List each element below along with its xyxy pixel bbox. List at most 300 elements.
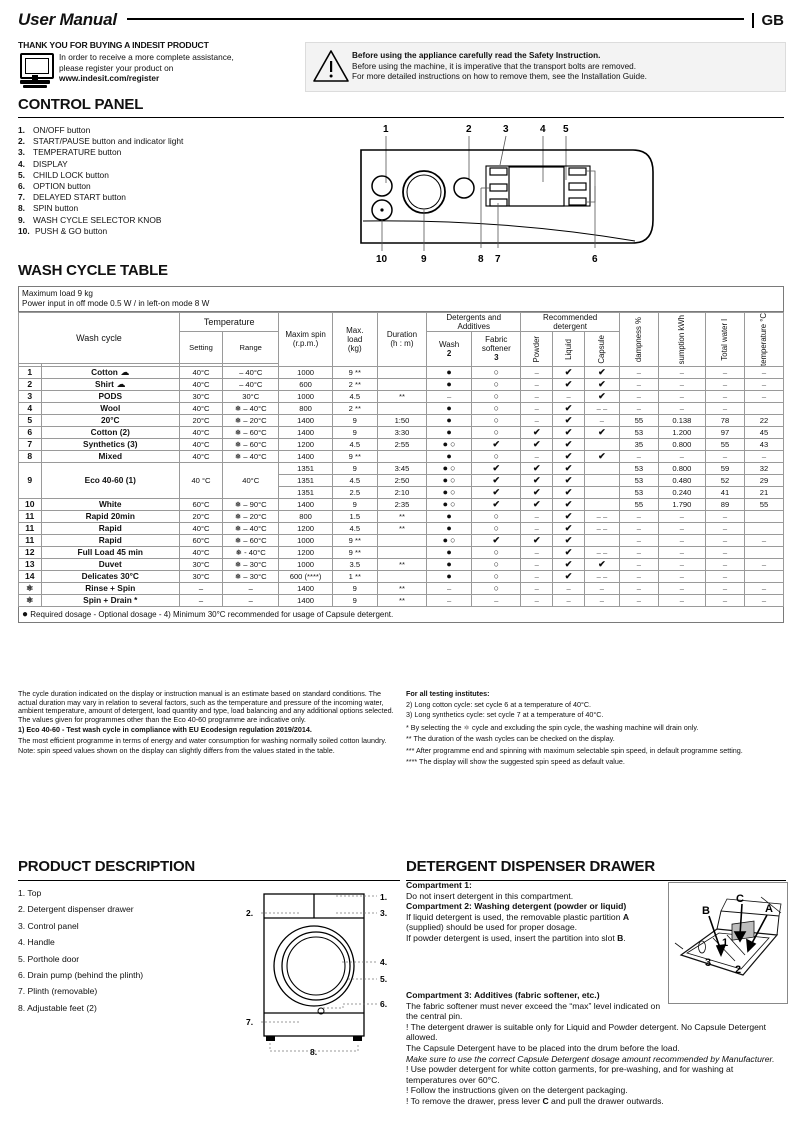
cycle-setting: 40°C bbox=[179, 438, 222, 450]
legend-text: Required dosage - Optional dosage - 4) Minimum 30°C recommended for usage of Capsule detergent. bbox=[30, 609, 394, 619]
cycle-name: Eco 40-60 (1) bbox=[41, 462, 179, 498]
max-load-info: Maximum load 9 kg bbox=[22, 289, 93, 298]
compartment-1-title: Compartment 1: bbox=[406, 880, 472, 890]
dash-mark: – bbox=[722, 547, 728, 557]
dash-mark: – bbox=[566, 595, 571, 605]
check-icon: ✔ bbox=[598, 558, 606, 569]
dash-mark: – bbox=[722, 391, 728, 401]
drawer-label-C: C bbox=[736, 893, 744, 905]
cycle-softener-dosage bbox=[472, 438, 521, 450]
open-circle-icon: ○ bbox=[493, 427, 499, 438]
cycle-max-spin: 1400 bbox=[279, 450, 332, 462]
dash-mark: – bbox=[679, 391, 684, 401]
cycle-softener-dosage bbox=[472, 390, 521, 402]
locale-badge: GB bbox=[752, 13, 785, 28]
cycle-max-spin: 1200 bbox=[279, 546, 332, 558]
cycle-energy bbox=[658, 558, 705, 570]
cycle-water: 59 bbox=[705, 462, 744, 474]
callout-9: 9 bbox=[421, 254, 427, 265]
cycle-water: 41 bbox=[705, 486, 744, 498]
cycle-laundry-temp: 43 bbox=[744, 438, 783, 450]
cycle-water bbox=[705, 402, 744, 414]
cycle-powder bbox=[521, 462, 553, 474]
dash-mark: – bbox=[534, 367, 539, 377]
dash-mark: – bbox=[722, 379, 728, 389]
filled-dot-icon: ● bbox=[22, 608, 29, 620]
cycle-energy bbox=[658, 450, 705, 462]
cycle-setting: 40°C bbox=[179, 366, 222, 378]
dash-mark: – bbox=[679, 379, 684, 389]
wash-cycle-table-wrap bbox=[18, 286, 784, 623]
open-circle-icon: ○ bbox=[493, 367, 499, 378]
filled-dot-icon: ● bbox=[446, 511, 452, 522]
cycle-residual-dampness bbox=[619, 366, 658, 378]
table-row bbox=[19, 426, 784, 438]
cycle-name: Delicates 30°C bbox=[41, 570, 179, 582]
cycle-liquid bbox=[553, 546, 585, 558]
cycle-laundry-temp bbox=[744, 378, 783, 390]
cycle-name: Rapid bbox=[41, 534, 179, 546]
cycle-number: 9 bbox=[19, 462, 42, 498]
cycle-water bbox=[705, 582, 744, 594]
check-icon: ✔ bbox=[564, 462, 573, 473]
drawer-label-1: 1 bbox=[722, 937, 729, 949]
cycle-laundry-temp: 45 bbox=[744, 426, 783, 438]
cycle-duration: 2:35 bbox=[377, 498, 426, 510]
cycle-powder bbox=[521, 546, 553, 558]
check-icon: ✔ bbox=[533, 438, 541, 449]
cycle-name: PODS bbox=[41, 390, 179, 402]
cycle-powder bbox=[521, 582, 553, 594]
cycle-setting: 30°C bbox=[179, 570, 222, 582]
machine-callout-2: 2. bbox=[246, 908, 254, 918]
check-icon: ✔ bbox=[564, 414, 573, 425]
cycle-range: ❅ – 20°C bbox=[223, 510, 279, 522]
dash-mark: – bbox=[722, 535, 728, 545]
th-max-spin: Maxim spin (r.p.m.) bbox=[279, 313, 332, 367]
cycle-softener-dosage bbox=[472, 510, 521, 522]
dash-mark: – bbox=[566, 583, 571, 593]
cycle-softener-dosage bbox=[472, 450, 521, 462]
th-laundry-temperature: temperature °C bbox=[744, 313, 783, 367]
cycle-liquid bbox=[553, 510, 585, 522]
cycle-softener-dosage bbox=[472, 486, 521, 498]
cycle-duration: ** bbox=[377, 510, 426, 522]
dash-mark: – bbox=[679, 547, 684, 557]
cycle-residual-dampness bbox=[619, 510, 658, 522]
cycle-capsule bbox=[584, 546, 619, 558]
cycle-duration bbox=[377, 534, 426, 546]
callout-10: 10 bbox=[376, 254, 388, 265]
dash-mark: – bbox=[761, 391, 767, 401]
cycle-laundry-temp bbox=[744, 390, 783, 402]
check-icon: ✔ bbox=[533, 534, 541, 545]
cycle-liquid bbox=[553, 438, 585, 450]
cycle-powder bbox=[521, 414, 553, 426]
cycle-setting: 30°C bbox=[179, 390, 222, 402]
cp-item-6: 6. OPTION button bbox=[18, 181, 91, 192]
dash-mark: – bbox=[679, 559, 684, 569]
dash-mark: – bbox=[447, 391, 452, 401]
cycle-wash-dosage bbox=[427, 486, 472, 498]
cycle-range: ❅ – 20°C bbox=[223, 414, 279, 426]
th-max-load: Max. load (kg) bbox=[332, 313, 377, 367]
cycle-capsule bbox=[584, 474, 619, 486]
dash-mark: – bbox=[534, 403, 539, 413]
cycle-max-load: 4.5 bbox=[332, 390, 377, 402]
dash-mark: – bbox=[679, 403, 684, 413]
dash-mark: – bbox=[761, 595, 767, 605]
cycle-laundry-temp: 32 bbox=[744, 462, 783, 474]
cycle-setting: 60°C bbox=[179, 534, 222, 546]
cycle-water bbox=[705, 558, 744, 570]
cycle-liquid bbox=[553, 366, 585, 378]
dash-mark: – bbox=[722, 451, 728, 461]
cycle-wash-dosage bbox=[427, 426, 472, 438]
cycle-max-load: 9 bbox=[332, 498, 377, 510]
cycle-setting: 20°C bbox=[179, 510, 222, 522]
open-circle-icon: ○ bbox=[450, 475, 456, 486]
cycle-residual-dampness bbox=[619, 390, 658, 402]
cycle-name: Mixed bbox=[41, 450, 179, 462]
machine-callout-4: 4. bbox=[380, 957, 388, 967]
cycle-capsule bbox=[584, 570, 619, 582]
cycle-softener-dosage bbox=[472, 570, 521, 582]
cycle-range: ❅ – 90°C bbox=[223, 498, 279, 510]
cycle-residual-dampness bbox=[619, 546, 658, 558]
cycle-range: ❅ – 60°C bbox=[223, 426, 279, 438]
cycle-capsule bbox=[584, 366, 619, 378]
dash-mark: – bbox=[761, 583, 767, 593]
cycle-residual-dampness: 53 bbox=[619, 486, 658, 498]
check-icon: ✔ bbox=[564, 522, 573, 533]
th-recommended-detergent: Recommended detergent bbox=[521, 313, 619, 332]
cycle-wash-dosage bbox=[427, 378, 472, 390]
cycle-max-spin: 1400 bbox=[279, 594, 332, 606]
compartment-3-text: The fabric softener must never exceed the “max” level indicated on the central pin. bbox=[406, 1000, 661, 1022]
cycle-max-spin: 800 bbox=[279, 510, 332, 522]
th-range: Range bbox=[223, 332, 279, 364]
cycle-max-spin: 1200 bbox=[279, 438, 332, 450]
cycle-max-load: 2 ** bbox=[332, 402, 377, 414]
dash-mark: – – bbox=[596, 403, 608, 413]
section-title-control-panel: CONTROL PANEL bbox=[18, 96, 144, 113]
check-icon: ✔ bbox=[564, 366, 573, 377]
cycle-range: – 40°C bbox=[223, 366, 279, 378]
note-efficient: The most efficient programme in terms of energy and water consumption for washing normally soiled cotton laundry. bbox=[18, 735, 387, 745]
dash-mark: – bbox=[447, 583, 452, 593]
callout-7: 7 bbox=[495, 254, 501, 265]
cycle-capsule bbox=[584, 522, 619, 534]
note-long-cotton: 2) Long cotton cycle: set cycle 6 at a temperature of 40°C. bbox=[406, 699, 592, 709]
cycle-max-load: 9 bbox=[332, 426, 377, 438]
cycle-range: – 40°C bbox=[223, 378, 279, 390]
table-row bbox=[19, 546, 784, 558]
dash-mark: – bbox=[679, 511, 684, 521]
cycle-max-spin: 1351 bbox=[279, 474, 332, 486]
cycle-max-load: 9 bbox=[332, 462, 377, 474]
control-panel-underline bbox=[18, 117, 784, 118]
cycle-water bbox=[705, 594, 744, 606]
detergent-bullet-4: ! Use powder detergent for white cotton garments, for pre-washing, and for washing at temperatures over 60°C. bbox=[406, 1064, 734, 1085]
cycle-wash-dosage bbox=[427, 462, 472, 474]
drawer-label-2: 2 bbox=[735, 964, 742, 976]
cycle-max-load: 9 bbox=[332, 594, 377, 606]
open-circle-icon: ○ bbox=[493, 547, 499, 558]
cycle-powder bbox=[521, 474, 553, 486]
cycle-wash-dosage bbox=[427, 582, 472, 594]
cycle-capsule bbox=[584, 510, 619, 522]
cycle-laundry-temp bbox=[744, 534, 783, 546]
cycle-energy bbox=[658, 546, 705, 558]
check-icon: ✔ bbox=[533, 474, 541, 485]
cycle-residual-dampness bbox=[619, 558, 658, 570]
cycle-name: Wool bbox=[41, 402, 179, 414]
cycle-duration: 3:30 bbox=[377, 426, 426, 438]
cp-item-7: 7. DELAYED START button bbox=[18, 192, 126, 203]
cycle-number: 1 bbox=[19, 366, 42, 378]
filled-dot-icon: ● bbox=[442, 463, 449, 474]
open-circle-icon: ○ bbox=[493, 511, 499, 522]
dash-mark: – bbox=[494, 595, 499, 605]
cycle-energy: 0.138 bbox=[658, 414, 705, 426]
cycle-setting: 40°C bbox=[179, 450, 222, 462]
cycle-name: 20°C bbox=[41, 414, 179, 426]
cp-label-8: SPIN button bbox=[33, 203, 79, 214]
cycle-range: 40°C bbox=[223, 462, 279, 498]
cycle-wash-dosage bbox=[427, 390, 472, 402]
note-star-2: ** The duration of the wash cycles can be checked on the display. bbox=[406, 734, 615, 743]
cycle-capsule bbox=[584, 378, 619, 390]
option-button-b bbox=[569, 198, 586, 205]
cycle-max-load: 1 ** bbox=[332, 570, 377, 582]
machine-callout-7: 7. bbox=[246, 1017, 254, 1027]
filled-dot-icon: ● bbox=[446, 451, 452, 462]
cycle-name: Full Load 45 min bbox=[41, 546, 179, 558]
display bbox=[509, 167, 564, 206]
cycle-max-load: 9 ** bbox=[332, 450, 377, 462]
dash-mark: – bbox=[722, 403, 728, 413]
check-icon: ✔ bbox=[564, 474, 573, 485]
cycle-number: 11 bbox=[19, 534, 42, 546]
cycle-laundry-temp: 55 bbox=[744, 498, 783, 510]
cycle-number: 8 bbox=[19, 450, 42, 462]
cycle-residual-dampness bbox=[619, 402, 658, 414]
cycle-number: 13 bbox=[19, 558, 42, 570]
cycle-water bbox=[705, 366, 744, 378]
dash-mark: – bbox=[722, 583, 728, 593]
wash-cycle-table bbox=[18, 312, 784, 607]
register-line-2: please register your product on bbox=[59, 62, 174, 73]
cycle-softener-dosage bbox=[472, 426, 521, 438]
dash-mark: – bbox=[534, 415, 539, 425]
dash-mark: – bbox=[534, 571, 539, 581]
compartment-2-title: Compartment 2: Washing detergent (powder or liquid) bbox=[406, 901, 627, 912]
cycle-residual-dampness: 53 bbox=[619, 462, 658, 474]
cycle-number: 11 bbox=[19, 510, 42, 522]
cycle-max-load: 4.5 bbox=[332, 438, 377, 450]
table-row bbox=[19, 522, 784, 534]
cycle-setting: 40°C bbox=[179, 378, 222, 390]
cp-item-1: 1. ON/OFF button bbox=[18, 125, 91, 135]
check-icon: ✔ bbox=[533, 498, 541, 509]
cycle-liquid bbox=[553, 402, 585, 414]
detergent-bullet-1: ! The detergent drawer is suitable only for Liquid and Powder detergent. No Capsule Detergent allowed. bbox=[406, 1021, 767, 1043]
cycle-range: ❅ – 60°C bbox=[223, 534, 279, 546]
cycle-max-load: 9 ** bbox=[332, 534, 377, 546]
cycle-duration: 2:10 bbox=[377, 486, 426, 498]
filled-dot-icon: ● bbox=[442, 487, 449, 498]
dash-mark: – – bbox=[596, 571, 608, 581]
cycle-powder bbox=[521, 558, 553, 570]
cycle-number: 7 bbox=[19, 438, 42, 450]
cycle-max-load: 9 bbox=[332, 582, 377, 594]
cycle-water: 78 bbox=[705, 414, 744, 426]
th-residual-dampness: dampness % bbox=[619, 313, 658, 367]
dash-mark: – bbox=[636, 451, 641, 461]
delayed-start-button bbox=[490, 199, 507, 206]
cycle-softener-dosage bbox=[472, 378, 521, 390]
cycle-range: ❅ – 60°C bbox=[223, 438, 279, 450]
open-circle-icon: ○ bbox=[450, 499, 456, 510]
cycle-powder bbox=[521, 498, 553, 510]
cycle-capsule bbox=[584, 402, 619, 414]
cycle-number: 6 bbox=[19, 426, 42, 438]
cycle-max-spin: 800 bbox=[279, 402, 332, 414]
dash-mark: – bbox=[636, 403, 641, 413]
dash-mark: – bbox=[722, 595, 728, 605]
cycle-energy bbox=[658, 570, 705, 582]
table-top-info bbox=[18, 286, 784, 312]
dash-mark: – bbox=[534, 391, 539, 401]
cycle-liquid bbox=[553, 594, 585, 606]
rinse-spin-icon: ⚛ bbox=[25, 582, 34, 593]
cp-item-4: 4. DISPLAY bbox=[18, 158, 68, 169]
check-icon: ✔ bbox=[492, 534, 501, 545]
th-powder: Powder bbox=[521, 332, 553, 367]
check-icon: ✔ bbox=[533, 426, 541, 437]
dash-mark: – bbox=[599, 595, 605, 605]
cycle-laundry-temp bbox=[744, 522, 783, 534]
cycle-softener-dosage bbox=[472, 534, 521, 546]
open-circle-icon: ○ bbox=[493, 379, 499, 390]
cycle-liquid bbox=[553, 486, 585, 498]
cp-item-9: 9. WASH CYCLE SELECTOR KNOB bbox=[18, 214, 162, 225]
washing-machine-diagram bbox=[230, 880, 405, 1095]
cycle-energy bbox=[658, 522, 705, 534]
cycle-energy: 0.480 bbox=[658, 474, 705, 486]
cycle-name: Rinse + Spin bbox=[41, 582, 179, 594]
table-row bbox=[19, 462, 784, 474]
cycle-laundry-temp bbox=[744, 582, 783, 594]
cycle-liquid bbox=[553, 426, 585, 438]
detergent-bullet-3: Make sure to use the correct Capsule Detergent dosage amount recommended by Manufacturer. bbox=[406, 1053, 775, 1064]
cp-item-3: 3. TEMPERATURE button bbox=[18, 147, 122, 158]
cp-label-6: OPTION button bbox=[33, 181, 91, 192]
cycle-number: 2 bbox=[19, 378, 42, 390]
note-star-4: **** The display will show the suggested spin speed as default value. bbox=[406, 757, 625, 766]
cycle-setting: – bbox=[179, 594, 222, 606]
cycle-wash-dosage bbox=[427, 414, 472, 426]
thank-you-block bbox=[18, 40, 298, 88]
dash-mark: – bbox=[761, 559, 767, 569]
dash-mark: – bbox=[761, 451, 767, 461]
check-icon: ✔ bbox=[564, 486, 573, 497]
callout-1: 1 bbox=[383, 124, 389, 135]
compartment-2-text-2: If powder detergent is used, insert the partition into slot B. bbox=[406, 932, 626, 943]
cycle-capsule bbox=[584, 594, 619, 606]
dash-mark: – bbox=[722, 523, 728, 533]
th-energy-consumption: sumption kWh bbox=[658, 313, 705, 367]
dash-mark: – bbox=[534, 379, 539, 389]
temperature-button bbox=[490, 168, 507, 175]
cycle-energy: 1.790 bbox=[658, 498, 705, 510]
cycle-energy bbox=[658, 378, 705, 390]
cycle-max-spin: 1351 bbox=[279, 486, 332, 498]
table-row bbox=[19, 450, 784, 462]
cycle-max-spin: 1400 bbox=[279, 582, 332, 594]
cycle-duration: ** bbox=[377, 522, 426, 534]
callout-3: 3 bbox=[503, 124, 509, 135]
pd-item-2: 2. Detergent dispenser drawer bbox=[18, 904, 134, 915]
th-duration: Duration (h : m) bbox=[377, 313, 426, 367]
cycle-liquid bbox=[553, 390, 585, 402]
dash-mark: – bbox=[636, 583, 641, 593]
cycle-max-spin: 1000 bbox=[279, 534, 332, 546]
cycle-max-spin: 1351 bbox=[279, 462, 332, 474]
cycle-setting: 40°C bbox=[179, 522, 222, 534]
register-line-1: In order to receive a more complete assistance, bbox=[59, 52, 234, 62]
th-capsule: Capsule bbox=[584, 332, 619, 367]
dash-mark: – – bbox=[596, 547, 608, 557]
cycle-number: 11 bbox=[19, 522, 42, 534]
note-star-1: * By selecting the ⚛ cycle and excluding the spin cycle, the washing machine will drain only. bbox=[406, 722, 699, 732]
notes-right bbox=[406, 690, 786, 769]
cycle-duration bbox=[377, 546, 426, 558]
open-circle-icon: ○ bbox=[493, 403, 499, 414]
cycle-max-spin: 1000 bbox=[279, 558, 332, 570]
cycle-duration bbox=[377, 450, 426, 462]
cycle-setting: 60°C bbox=[179, 498, 222, 510]
cp-label-2: START/PAUSE button and indicator light bbox=[33, 136, 184, 147]
filled-dot-icon: ● bbox=[446, 571, 452, 582]
cycle-capsule bbox=[584, 462, 619, 474]
monitor-icon bbox=[18, 52, 54, 88]
cycle-softener-dosage bbox=[472, 594, 521, 606]
cp-label-1: ON/OFF button bbox=[33, 125, 91, 135]
callout-5: 5 bbox=[563, 124, 569, 135]
header-rule bbox=[127, 18, 744, 20]
check-icon: ✔ bbox=[598, 426, 606, 437]
dash-mark: – bbox=[679, 451, 684, 461]
cycle-wash-dosage bbox=[427, 402, 472, 414]
cycle-softener-dosage bbox=[472, 474, 521, 486]
cycle-softener-dosage bbox=[472, 558, 521, 570]
open-circle-icon: ○ bbox=[450, 463, 456, 474]
cycle-max-load: 4.5 bbox=[332, 522, 377, 534]
detergent-drawer-image bbox=[668, 882, 788, 1004]
check-icon: ✔ bbox=[492, 486, 501, 497]
table-row bbox=[19, 582, 784, 594]
cycle-max-spin: 1000 bbox=[279, 366, 332, 378]
table-legend bbox=[18, 607, 784, 623]
cycle-laundry-temp bbox=[744, 570, 783, 582]
cycle-liquid bbox=[553, 534, 585, 546]
open-circle-icon: ○ bbox=[450, 487, 456, 498]
check-icon: ✔ bbox=[598, 450, 606, 461]
cycle-laundry-temp: 21 bbox=[744, 486, 783, 498]
machine-callout-6: 6. bbox=[380, 999, 388, 1009]
